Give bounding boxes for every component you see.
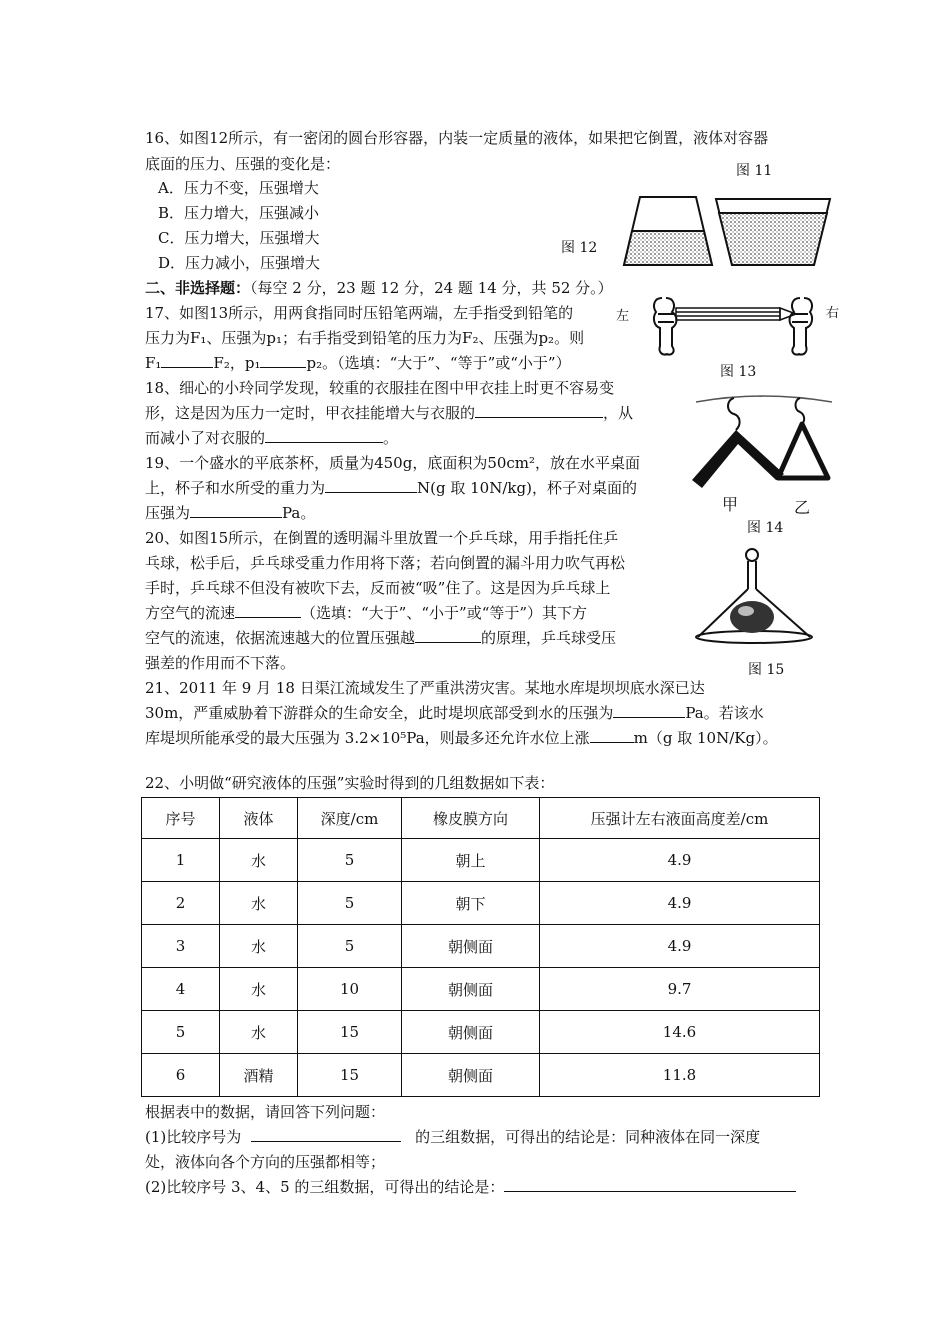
table-cell: 酒精 (220, 1054, 298, 1097)
q17-f1: F₁ (145, 354, 162, 372)
fig13-left-label: 左 (616, 309, 630, 324)
q17-p2-tail: p₂。（选填：“大于”、“等于”或“小于”） (306, 354, 571, 372)
q19-line3 (145, 501, 315, 525)
table-cell: 15 (298, 1054, 402, 1097)
q20-line3: 手时，乒乓球不但没有被吹下去，反而被“吸”住了。这是因为乒乓球上 (145, 579, 611, 597)
table-cell: 5 (298, 882, 402, 925)
q20-line4-text: 方空气的流速 (145, 604, 236, 622)
fig15-funnel-illustration (692, 543, 820, 649)
table-cell: 2 (142, 882, 220, 925)
header-cell: 序号 (142, 798, 220, 839)
fig11-label: 图 11 (736, 163, 773, 179)
q16-line2: 底面的压力、压强的变化是： (145, 155, 341, 173)
q21-line2-tail: Pa。若该水 (685, 704, 764, 722)
q18-line3 (145, 426, 398, 450)
q16-option-d: D．压力减小，压强增大 (158, 254, 321, 272)
table-cell: 11.8 (540, 1054, 820, 1097)
q17-blank-2[interactable] (260, 351, 306, 368)
q22-s1-tail: 的三组数据，可得出的结论是：同种液体在同一深度 (415, 1128, 761, 1146)
inverted-container-icon (716, 199, 830, 265)
q22-blank-1[interactable] (251, 1125, 401, 1142)
ping-pong-ball-icon (730, 601, 774, 633)
pencil-icon (676, 308, 796, 320)
q19-line1: 19、一个盛水的平底茶杯，质量为450g，底面积为50cm²，放在水平桌面 (145, 454, 641, 472)
q20-line5 (145, 626, 616, 650)
table-cell: 5 (298, 925, 402, 968)
table-cell: 朝侧面 (402, 968, 540, 1011)
q22-blank-2[interactable] (504, 1175, 796, 1192)
q21-blank-1[interactable] (613, 701, 685, 718)
q19-line3-tail: Pa。 (282, 504, 316, 522)
fig12-label: 图 12 (561, 240, 598, 256)
right-hand-icon (790, 298, 813, 355)
q20-line6: 强差的作用而不下落。 (145, 654, 296, 672)
fig13-right-label: 右 (826, 306, 840, 321)
table-cell: 朝侧面 (402, 1054, 540, 1097)
q17-f2p1: F₂，p₁ (213, 354, 261, 372)
q18-line1: 18、细心的小玲同学发现，较重的衣服挂在图中甲衣挂上时更不容易变 (145, 379, 615, 397)
table-cell: 水 (220, 839, 298, 882)
left-hand-icon (654, 298, 677, 355)
q20-line4-tail: （选填：“大于”、“小于”或“等于”）其下方 (301, 604, 588, 622)
q18-blank-2[interactable] (265, 426, 383, 443)
q20-line5-tail: 的原理，乒乓球受压 (481, 629, 617, 647)
q17-line2: 压力为F₁、压强为p₁；右手指受到铅笔的压力为F₂、压强为p₂。则 (145, 329, 585, 347)
table-cell: 朝侧面 (402, 925, 540, 968)
table-cell: 4.9 (540, 839, 820, 882)
header-cell: 液体 (220, 798, 298, 839)
hanger-yi-label: 乙 (794, 498, 811, 517)
hanger-jia-icon (692, 398, 784, 488)
hanger-yi-icon (778, 398, 828, 478)
table-cell: 朝下 (402, 882, 540, 925)
q21-blank-2[interactable] (590, 726, 634, 743)
q17-line3 (145, 351, 571, 375)
table-cell: 14.6 (540, 1011, 820, 1054)
q22-s1-text: (1)比较序号为 (145, 1128, 242, 1146)
table-cell: 9.7 (540, 968, 820, 1011)
q19-blank-2[interactable] (190, 501, 282, 518)
q18-blank-1[interactable] (475, 401, 603, 418)
q22-s1-line2: 处，液体向各个方向的压强都相等； (145, 1153, 386, 1171)
q19-blank-1[interactable] (325, 476, 417, 493)
q18-line2-tail: ，从 (603, 404, 634, 422)
fig12-containers-illustration (618, 193, 838, 275)
q16-option-b: B．压力增大，压强减小 (158, 204, 320, 222)
table-cell: 水 (220, 925, 298, 968)
q21-line3-tail: m（g 取 10N/Kg）。 (633, 729, 778, 747)
table-cell: 朝侧面 (402, 1011, 540, 1054)
q20-line4 (145, 601, 587, 625)
q18-line2 (145, 401, 633, 425)
q22-s2-line (145, 1175, 796, 1199)
fig15-label: 图 15 (748, 662, 785, 678)
table-cell: 1 (142, 839, 220, 882)
table-cell: 水 (220, 1011, 298, 1054)
q19-line3-text: 压强为 (145, 504, 191, 522)
fig14-hangers-illustration (682, 388, 836, 508)
q22-s2-text: (2)比较序号 3、4、5 的三组数据，可得出的结论是： (145, 1178, 505, 1196)
header-cell: 橡皮膜方向 (402, 798, 540, 839)
table-cell: 4.9 (540, 882, 820, 925)
q21-line2 (145, 701, 764, 725)
fig14-label: 图 14 (747, 520, 784, 536)
table-row (142, 839, 820, 882)
q20-line2: 乓球，松手后，乒乓球受重力作用将下落；若向倒置的漏斗用力吹气再松 (145, 554, 626, 572)
q20-line1: 20、如图15所示，在倒置的透明漏斗里放置一个乒乓球，用手指托住乒 (145, 529, 619, 547)
q21-line3-text: 库堤坝所能承受的最大压强为 3.2×10⁵Pa，则最多还允许水位上涨 (145, 729, 590, 747)
upright-container-icon (624, 197, 712, 265)
table-cell: 5 (298, 839, 402, 882)
q16-line1: 16、如图12所示，有一密闭的圆台形容器，内装一定质量的液体，如果把它倒置，液体对容器 (145, 129, 769, 147)
q21-line3 (145, 726, 778, 750)
header-cell: 压强计左右液面高度差/cm (540, 798, 820, 839)
q18-line2-text: 形，这是因为压力一定时，甲衣挂能增大与衣服的 (145, 404, 476, 422)
q18-line3-tail: 。 (383, 429, 399, 447)
table-row (142, 925, 820, 968)
hanger-jia-label: 甲 (722, 495, 739, 514)
data-table (141, 797, 820, 1097)
table-cell: 3 (142, 925, 220, 968)
q19-line2 (145, 476, 637, 500)
section2-note: （每空 2 分，23 题 12 分，24 题 14 分，共 52 分。） (250, 279, 613, 297)
table-cell: 15 (298, 1011, 402, 1054)
table-row (142, 1011, 820, 1054)
table-cell: 水 (220, 882, 298, 925)
table-cell: 4 (142, 968, 220, 1011)
table-header-row (142, 798, 820, 839)
section2-title: 二、非选择题： (145, 279, 251, 297)
q22-s1-line1 (145, 1125, 760, 1149)
q22-intro: 22、小明做“研究液体的压强”实验时得到的几组数据如下表： (145, 774, 555, 792)
fig13-pencil-fingers-illustration (648, 292, 820, 358)
q18-line3-text: 而减小了对衣服的 (145, 429, 266, 447)
table-cell: 5 (142, 1011, 220, 1054)
q20-blank-1[interactable] (235, 601, 301, 618)
q20-blank-2[interactable] (415, 626, 481, 643)
table-cell: 朝上 (402, 839, 540, 882)
q21-line2-text: 30m，严重威胁着下游群众的生命安全，此时堤坝底部受到水的压强为 (145, 704, 614, 722)
table-cell: 6 (142, 1054, 220, 1097)
q19-line2-text: 上，杯子和水所受的重力为 (145, 479, 326, 497)
table-cell: 10 (298, 968, 402, 1011)
q17-blank-1[interactable] (161, 351, 213, 368)
table-row (142, 882, 820, 925)
fig13-label: 图 13 (720, 364, 757, 380)
q19-line2-tail: N(g 取 10N/kg)，杯子对桌面的 (417, 479, 637, 497)
section2-heading (145, 276, 613, 300)
header-cell: 深度/cm (298, 798, 402, 839)
q16-option-a: A．压力不变，压强增大 (158, 179, 319, 197)
q22-after: 根据表中的数据，请回答下列问题： (145, 1103, 386, 1121)
table-cell: 4.9 (540, 925, 820, 968)
q21-line1: 21、2011 年 9 月 18 日渠江流域发生了严重洪涝灾害。某地水库堤坝坝底水深已达 (145, 679, 705, 697)
table-row (142, 968, 820, 1011)
q20-line5-text: 空气的流速，依据流速越大的位置压强越 (145, 629, 416, 647)
table-cell: 水 (220, 968, 298, 1011)
table-row (142, 1054, 820, 1097)
q16-option-c: C．压力增大，压强增大 (158, 229, 320, 247)
q17-line1: 17、如图13所示，用两食指同时压铅笔两端，左手指受到铅笔的 (145, 304, 574, 322)
